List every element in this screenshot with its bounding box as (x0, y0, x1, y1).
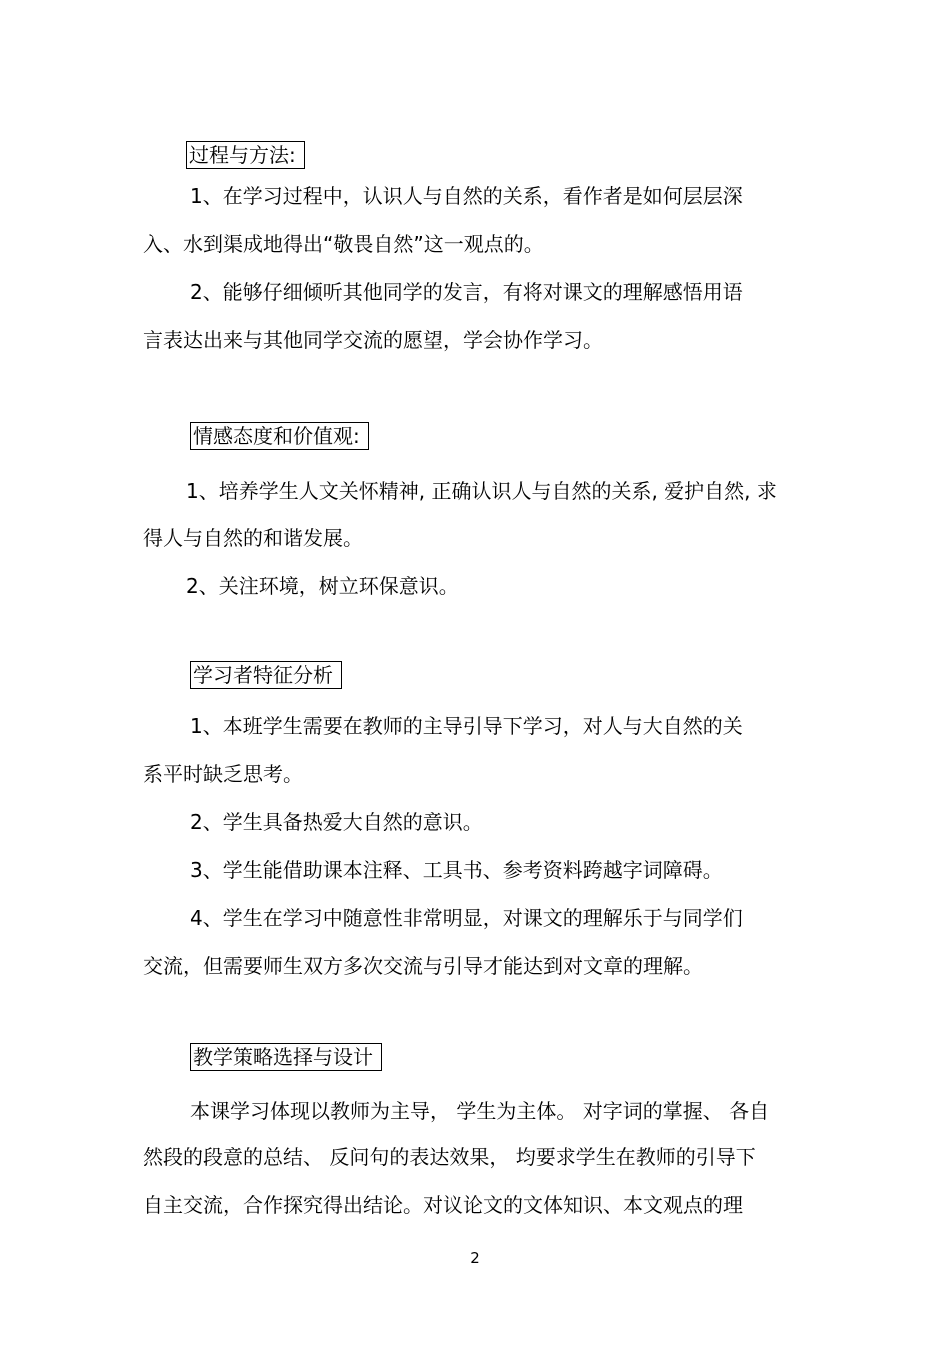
paragraph-line: 入、水到渠成地得出“敬畏自然”这一观点的。 (143, 232, 544, 256)
paragraph-line: 1、本班学生需要在教师的主导引导下学习，对人与大自然的关 (190, 714, 743, 738)
paragraph-line: 然段的段意的总结、 反问句的表达效果， 均要求学生在教师的引导下 (143, 1145, 756, 1169)
section-heading-teaching-strategy: 教学策略选择与设计 (190, 1043, 382, 1071)
paragraph-line: 2、关注环境，树立环保意识。 (186, 574, 459, 598)
paragraph-line: 2、学生具备热爱大自然的意识。 (190, 810, 483, 834)
paragraph-line: 言表达出来与其他同学交流的愿望，学会协作学习。 (143, 328, 603, 352)
paragraph-line: 自主交流，合作探究得出结论。对议论文的文体知识、本文观点的理 (143, 1193, 743, 1217)
paragraph-line: 2、能够仔细倾听其他同学的发言，有将对课文的理解感悟用语 (190, 280, 743, 304)
paragraph-line: 3、学生能借助课本注释、工具书、参考资料跨越字词障碍。 (190, 858, 723, 882)
paragraph-line: 得人与自然的和谐发展。 (143, 526, 363, 550)
paragraph-line: 本课学习体现以教师为主导， 学生为主体。 对字词的掌握、 各自 (190, 1099, 770, 1123)
paragraph-line: 4、学生在学习中随意性非常明显，对课文的理解乐于与同学们 (190, 906, 743, 930)
section-heading-process-method: 过程与方法: (186, 141, 305, 169)
paragraph-line: 系平时缺乏思考。 (143, 762, 303, 786)
section-heading-learner-analysis: 学习者特征分析 (190, 661, 342, 689)
paragraph-line: 交流，但需要师生双方多次交流与引导才能达到对文章的理解。 (143, 954, 703, 978)
paragraph-line: 1、在学习过程中，认识人与自然的关系，看作者是如何层层深 (190, 184, 743, 208)
page-number: 2 (470, 1249, 480, 1267)
paragraph-line: 1、培养学生人文关怀精神, 正确认识人与自然的关系, 爱护自然, 求 (186, 479, 777, 503)
section-heading-emotion-values: 情感态度和价值观: (190, 422, 369, 450)
